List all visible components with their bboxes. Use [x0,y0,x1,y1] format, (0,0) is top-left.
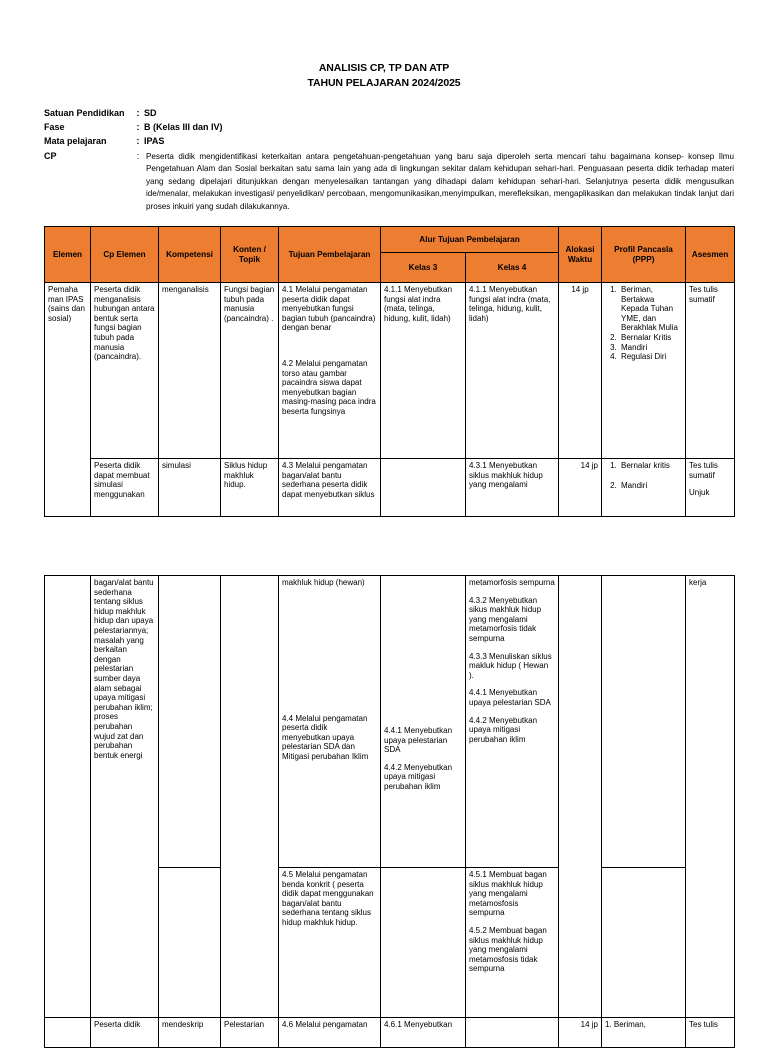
cell-asesmen: Tes tulis sumatif [686,283,735,459]
cell-kompetensi: mendeskrip [159,1018,221,1048]
document-title: ANALISIS CP, TP DAN ATP [318,62,450,74]
meta-mapel [44,136,734,146]
cell-kelas4: 4.1.1 Menyebutkan fungsi alat indra (mata, telinga, hidung, kulit, lidah) [466,283,559,459]
cell-alokasi: 14 jp [559,283,602,459]
tujuan-4-1: 4.1 Melalui pengamatan peserta didik dapat menyebutkan fungsi bagian tubuh (pancaindra) dengan benar [282,285,376,333]
meta-cp [44,151,144,161]
meta-mapel-label: Mata pelajaran [44,136,107,146]
meta-cp-label: CP [44,151,57,161]
tujuan-top: makhluk hidup (hewan) [282,578,365,587]
cell-asesmen: Tes tulis [686,1018,735,1048]
kelas4-4-5-2: 4.5.2 Membuat bagan siklus makhluk hidup yang mengalami metamosfosis tidak sempurna [469,925,547,974]
kelas3-4-4-1: 4.4.1 Menyebutkan upaya pelestarian SDA [384,726,453,755]
analysis-table-continued [44,575,735,1048]
meta-satuan-value: SD [144,108,157,118]
cell-cp-elemen: Peserta didik [91,1018,159,1048]
cell-ppp [602,868,686,1018]
ppp-list [605,461,682,490]
meta-fase-value: B (Kelas III dan IV) [144,122,223,132]
cell-alokasi: 14 jp [559,1018,602,1048]
asesmen-line: Tes tulis sumatif [689,461,718,480]
cell-tujuan [279,283,381,459]
cell-tujuan: 4.6 Melalui pengamatan [279,1018,381,1048]
cell-kelas4 [466,576,559,868]
cell-kelas3: 4.6.1 Menyebutkan [381,1018,466,1048]
ppp-item: 2. Mandiri [619,481,682,491]
cell-elemen [45,576,91,1018]
cell-alokasi: 14 jp [559,459,602,517]
header-alokasi: Alokasi Waktu [559,227,602,283]
cell-cp-elemen: Peserta didik dapat membuat simulasi menggunakan [91,459,159,517]
cell-ppp [602,459,686,517]
meta-colon: : [136,122,140,132]
table-row [45,283,735,459]
kelas4-4-3-3: 4.3.3 Menuliskan siklus makluk hidup ( Hewan ). [469,651,552,680]
cell-konten [221,576,279,1018]
header-tujuan: Tujuan Pembelajaran [279,227,381,283]
cell-asesmen [686,459,735,517]
meta-cp-text: Peserta didik mengidentifikasi keterkaitan antara pengetahuan-pengetahuan yang baru saja diperoleh serta mencari tahu bagaimana konsep- konsep Ilmu Pengetahuan Alam dan Sosial berkaitan satu sama lain yang ada di lingkungan sekitar dalam kehidupan sehari-hari. Penguasaan peserta didik terhadap materi yang sedang dipelajari ditunjukkan dengan menyelesaikan tantangan yang dihadapi dalam kehidupan sehari-hari. Selanjutnya peserta didik mengusulkan ide/menalar, melakukan investigasi/ penyelidikan/ percobaan, mengomunikasikan,menyimpulkan, merefleksikan, mengaplikasikan dan melakukan tindak lanjut dari proses inkuiri yang sudah dilakukannya. [146,152,734,211]
meta-colon: : [136,108,140,118]
meta-colon: : [136,136,140,146]
cell-konten: Pelestarian [221,1018,279,1048]
analysis-table [44,226,735,517]
cell-tujuan [279,576,381,868]
header-kompetensi: Kompetensi [159,227,221,283]
cell-kelas4 [466,868,559,1018]
ppp-item: 1. Beriman, Bertakwa Kepada Tuhan YME, dan Berakhlak Mulia [619,285,682,333]
table-row [45,459,735,517]
meta-satuan-label: Satuan Pendidikan [44,108,125,118]
cell-ppp [602,283,686,459]
cell-ppp [602,576,686,868]
cell-elemen [45,1018,91,1048]
header-kelas4: Kelas 4 [466,253,559,283]
cell-konten: Fungsi bagian tubuh pada manusia (pancaindra) . [221,283,279,459]
cell-alokasi [559,576,602,1018]
cell-kelas3 [381,576,466,868]
cell-cp-elemen: Peserta didik menganalisis hubungan antara bentuk serta fungsi bagian tubuh pada manusia (pancaindra). [91,283,159,459]
meta-fase [44,122,734,132]
cell-kelas4: 4.3.1 Menyebutkan siklus makhluk hidup yang mengalami [466,459,559,517]
cell-asesmen: kerja [686,576,735,1018]
header-asesmen: Asesmen [686,227,735,283]
ppp-item: 4. Regulasi Diri [619,352,682,362]
cell-kompetensi: menganalisis [159,283,221,459]
cell-konten: Siklus hidup makhluk hidup. [221,459,279,517]
ppp-item: 1. Bernalar kritis [619,461,682,471]
cell-kelas3 [381,459,466,517]
ppp-item: 2. Bernalar Kritis [619,333,682,343]
cell-elemen: Pemaha man IPAS (sains dan sosial) [45,283,91,517]
header-profil: Profil Pancasla (PPP) [602,227,686,283]
ppp-list [605,285,682,362]
header-alur: Alur Tujuan Pembelajaran [381,227,559,253]
document-subtitle: TAHUN PELAJARAN 2024/2025 [307,77,461,89]
table-row [45,576,735,868]
cell-tujuan: 4.3 Melalui pengamatan bagan/alat bantu sederhana peserta didik dapat menyebutkan siklus [279,459,381,517]
cell-kelas4 [466,1018,559,1048]
cell-kelas3 [381,868,466,1018]
tujuan-4-4: 4.4 Melalui pengamatan peserta didik menyebutkan upaya pelestarian SDA dan Mitigasi perubahan Iklim [282,713,369,761]
kelas3-4-4-2: 4.4.2 Menyebutkan upaya mitigasi perubahan iklim [384,762,453,791]
header-konten: Konten / Topik [221,227,279,283]
kelas4-4-4-2: 4.4.2 Menyebutkan upaya mitigasi perubahan iklim [469,715,538,744]
meta-fase-label: Fase [44,122,65,132]
kelas4-4-4-1: 4.4.1 Menyebutkan upaya pelestarian SDA [469,688,551,707]
kelas4-4-3-2: 4.3.2 Menyebutkan sikus makhluk hidup yang mengalami metamorfosis tidak sempurna [469,595,542,643]
cell-ppp: 1. Beriman, [602,1018,686,1048]
cell-kompetensi [159,576,221,868]
ppp-item: 3. Mandiri [619,343,682,353]
cell-kompetensi: simulasi [159,459,221,517]
table-row [45,1018,735,1048]
kelas4-4-5-1: 4.5.1 Membuat bagan siklus makhluk hidup yang mengalami metamosfosis sempurna [469,870,547,918]
kelas4-top: metamorfosis sempurna [469,578,555,587]
header-kelas3: Kelas 3 [381,253,466,283]
asesmen-line: Unjuk [689,488,710,498]
meta-colon: : [136,151,140,161]
cell-cp-elemen: bagan/alat bantu sederhana tentang siklus hidup makhluk hidup dan upaya pelestariannya; masalah yang berkaitan dengan pelestarian sumber daya alam sebagai upaya mitigasi perubahan iklim; proses perubahan wujud zat dan perubahan bentuk energi [91,576,159,1018]
cell-kelas3: 4.1.1 Menyebutkan fungsi alat indra (mata, telinga, hidung, kulit, lidah) [381,283,466,459]
cell-kompetensi [159,868,221,1018]
header-elemen: Elemen [45,227,91,283]
meta-satuan [44,108,734,118]
meta-mapel-value: IPAS [144,136,165,146]
tujuan-4-2: 4.2 Melalui pengamatan torso atau gambar pacaindra siswa dapat menyebutkan bagian masing-masing paca indra beserta fungsinya [282,358,376,416]
header-cp-elemen: Cp Elemen [91,227,159,283]
cell-tujuan: 4.5 Melalui pengamatan benda konkrit ( peserta didik dapat menggunakan bagan/alat bantu sederhana tentang siklus hidup makhluk hidup. [279,868,381,1018]
